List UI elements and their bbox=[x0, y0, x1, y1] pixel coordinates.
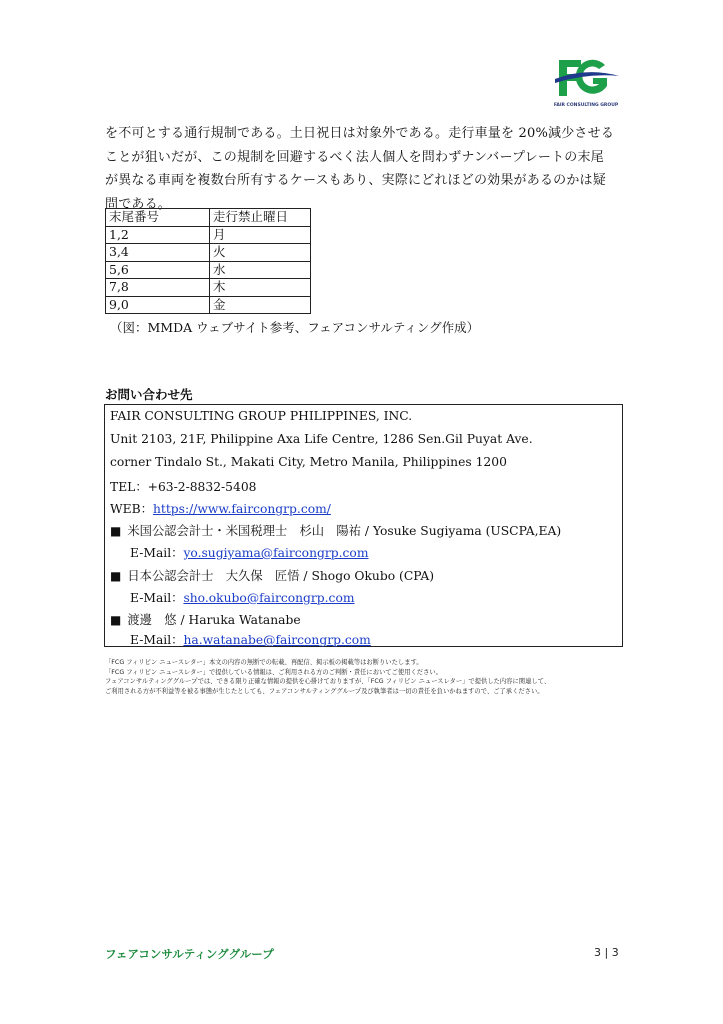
table-row bbox=[106, 244, 311, 262]
logo-caption: FAIR CONSULTING GROUP bbox=[553, 103, 619, 108]
table-row bbox=[106, 226, 311, 244]
company-name: FAIR CONSULTING GROUP PHILIPPINES, INC. bbox=[110, 409, 413, 423]
bullet-square-icon: ■ bbox=[110, 613, 122, 627]
table-cell: 火 bbox=[210, 244, 311, 262]
body-line: 問である。 bbox=[105, 196, 172, 212]
email-link[interactable]: sho.okubo@faircongrp.com bbox=[183, 591, 355, 605]
disclaimer-line: フェアコンサルティンググループでは、できる限り正確な情報の提供を心掛けておりますが、「FCG フィリピン ニュースレター」で提供した内容に関連して、 bbox=[105, 678, 551, 685]
table-cell: 水 bbox=[210, 261, 311, 279]
address-line-1: Unit 2103, 21F, Philippine Axa Life Centre, 1286 Sen.Gil Puyat Ave. bbox=[110, 432, 533, 446]
disclaimer-line: 「FCG フィリピン ニュースレター」で提供している情報は、ご利用される方のご判断・責任においてご使用ください。 bbox=[105, 668, 442, 676]
company-logo bbox=[553, 52, 621, 110]
table-row bbox=[106, 279, 311, 297]
restriction-table bbox=[105, 208, 311, 314]
email-link[interactable]: yo.sugiyama@faircongrp.com bbox=[183, 546, 369, 560]
email-line-1 bbox=[110, 543, 368, 561]
person-name: 米国公認会計士・米国税理士 杉山 陽祐 / Yosuke Sugiyama (USCPA,EA) bbox=[127, 524, 562, 538]
fg-logo-icon bbox=[553, 52, 621, 104]
address-line-2: corner Tindalo St., Makati City, Metro Manila, Philippines 1200 bbox=[110, 455, 507, 469]
table-cell: 7,8 bbox=[106, 279, 210, 297]
table-header-cell: 末尾番号 bbox=[106, 209, 210, 227]
disclaimer-line: ご利用される方が不利益等を被る事態が生じたとしても、フェアコンサルティンググループ及び執筆者は一切の責任を負いかねますので、ご了承ください。 bbox=[105, 687, 544, 695]
bullet-square-icon: ■ bbox=[110, 524, 122, 538]
body-paragraph bbox=[105, 122, 625, 216]
email-label: E-Mail： bbox=[130, 546, 184, 560]
table-cell: 3,4 bbox=[106, 244, 210, 262]
web-line bbox=[110, 499, 331, 517]
table-header-row bbox=[106, 209, 311, 227]
tel-line: TEL：+63-2-8832-5408 bbox=[110, 480, 257, 494]
contact-box bbox=[104, 404, 623, 647]
table-cell: 5,6 bbox=[106, 261, 210, 279]
person-name: 渡邊 悠 / Haruka Watanabe bbox=[127, 613, 301, 627]
contact-person-1 bbox=[110, 521, 561, 539]
email-line-2 bbox=[110, 588, 355, 606]
contact-person-2 bbox=[110, 566, 434, 584]
contact-person-3 bbox=[110, 610, 301, 628]
contact-title: お問い合わせ先 bbox=[105, 387, 193, 402]
table-row bbox=[106, 296, 311, 314]
table-cell: 月 bbox=[210, 226, 311, 244]
table-cell: 金 bbox=[210, 296, 311, 314]
table-cell: 9,0 bbox=[106, 296, 210, 314]
table-header-cell: 走行禁止曜日 bbox=[210, 209, 311, 227]
page-number: 3 | 3 bbox=[594, 946, 619, 959]
footer-brand: フェアコンサルティンググループ bbox=[105, 947, 274, 961]
body-line: が異なる車両を複数台所有するケースもあり、実際にどれほどの効果があるのかは疑 bbox=[105, 173, 606, 188]
table-row bbox=[106, 261, 311, 279]
disclaimer bbox=[105, 658, 550, 696]
email-label: E-Mail： bbox=[130, 633, 184, 647]
body-line: を不可とする通行規制である。土日祝日は対象外である。走行車量を 20%減少させる bbox=[105, 126, 615, 141]
person-name: 日本公認会計士 大久保 匠悟 / Shogo Okubo (CPA) bbox=[127, 569, 435, 583]
web-label: WEB： bbox=[110, 502, 153, 516]
table-cell: 木 bbox=[210, 279, 311, 297]
disclaimer-line: 「FCG フィリピン ニュースレター」本文の内容の無断での転載、再配信、掲示板の掲載等はお断りいたします。 bbox=[105, 659, 423, 666]
email-label: E-Mail： bbox=[130, 591, 184, 605]
body-line: ことが狙いだが、この規制を回避するべく法人個人を問わずナンバープレートの末尾 bbox=[105, 149, 604, 165]
email-link[interactable]: ha.watanabe@faircongrp.com bbox=[183, 633, 371, 647]
email-line-3 bbox=[110, 630, 371, 648]
table-caption: （図：MMDA ウェブサイト参考、フェアコンサルティング作成） bbox=[110, 320, 480, 335]
bullet-square-icon: ■ bbox=[110, 569, 122, 583]
table-cell: 1,2 bbox=[106, 226, 210, 244]
website-link[interactable]: https://www.faircongrp.com/ bbox=[152, 502, 331, 516]
